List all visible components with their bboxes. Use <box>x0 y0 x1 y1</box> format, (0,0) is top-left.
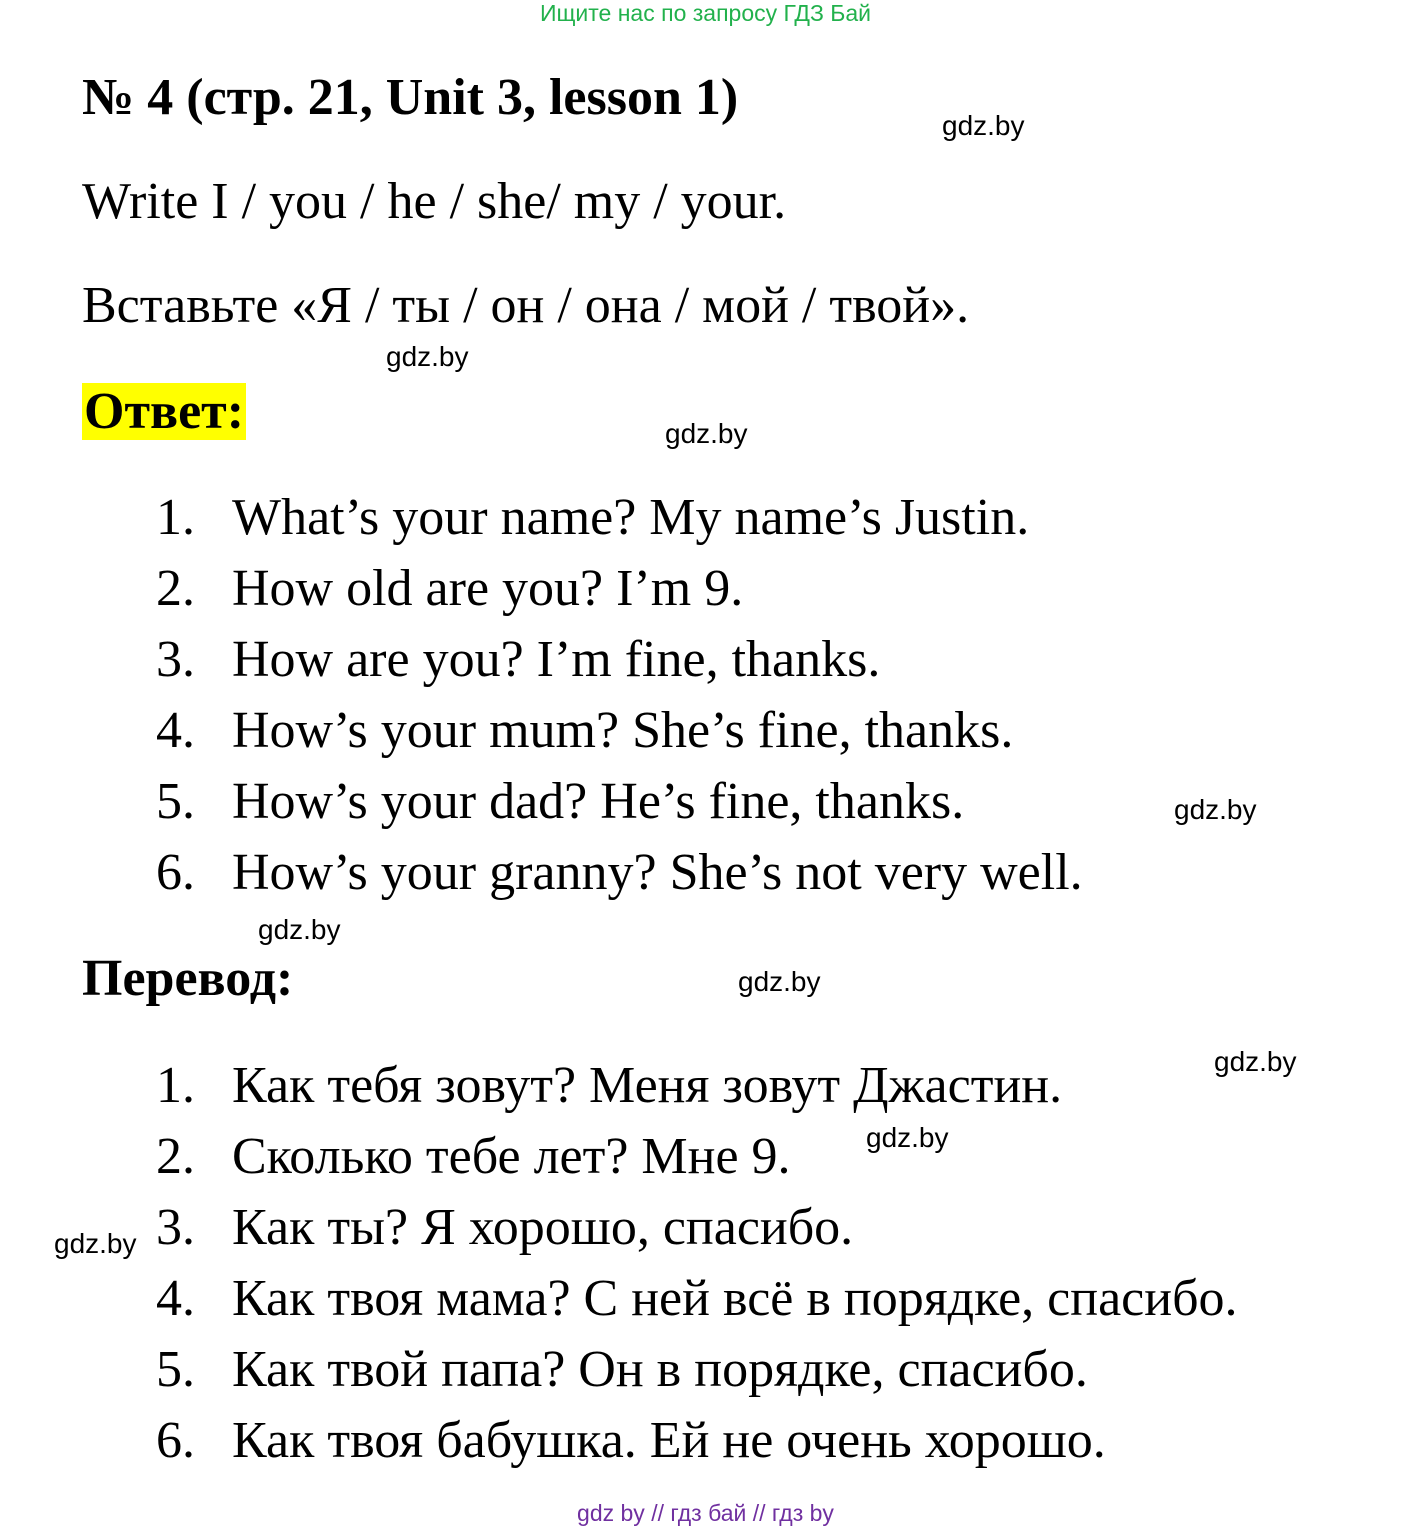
answer-heading-label: Ответ: <box>84 383 245 440</box>
item-number: 4. <box>156 1270 195 1327</box>
item-number: 5. <box>156 1341 195 1398</box>
list-item <box>156 837 1083 908</box>
item-text: Как тебя зовут? Меня зовут Джастин. <box>232 1057 1063 1114</box>
item-number: 1. <box>156 489 195 546</box>
item-text: Как ты? Я хорошо, спасибо. <box>232 1199 854 1256</box>
watermark: gdz.by <box>665 418 748 449</box>
item-text: Как твоя мама? С ней всё в порядке, спасибо. <box>232 1270 1238 1327</box>
list-item <box>156 1050 1238 1121</box>
item-text: Сколько тебе лет? Мне 9. <box>232 1128 791 1185</box>
item-number: 2. <box>156 1128 195 1185</box>
item-text: How’s your granny? She’s not very well. <box>232 844 1083 901</box>
watermark: gdz.by <box>738 966 821 997</box>
list-item <box>156 766 1083 837</box>
watermark: gdz.by <box>866 1122 949 1153</box>
item-number: 5. <box>156 773 195 830</box>
item-text: How’s your mum? She’s fine, thanks. <box>232 702 1014 759</box>
item-number: 6. <box>156 844 195 901</box>
watermark: gdz.by <box>258 914 341 945</box>
answer-heading <box>82 383 246 440</box>
watermark: gdz.by <box>54 1228 137 1259</box>
item-number: 4. <box>156 702 195 759</box>
list-item <box>156 1192 1238 1263</box>
list-item <box>156 1334 1238 1405</box>
footer-links[interactable]: gdz by // гдз бай // гдз by <box>577 1500 834 1526</box>
list-item <box>156 482 1083 553</box>
list-item <box>156 695 1083 766</box>
item-number: 3. <box>156 1199 195 1256</box>
item-text: How are you? I’m fine, thanks. <box>232 631 881 688</box>
watermark: gdz.by <box>386 341 469 372</box>
translations-list <box>156 1050 1238 1476</box>
item-text: Как твой папа? Он в порядке, спасибо. <box>232 1341 1088 1398</box>
item-number: 2. <box>156 560 195 617</box>
list-item <box>156 1121 1238 1192</box>
list-item <box>156 1263 1238 1334</box>
item-number: 6. <box>156 1412 195 1469</box>
answers-list <box>156 482 1083 908</box>
watermark: gdz.by <box>1174 794 1257 825</box>
list-item <box>156 624 1083 695</box>
translation-heading: Перевод: <box>82 950 294 1007</box>
page-title: № 4 (стр. 21, Unit 3, lesson 1) <box>82 69 739 126</box>
list-item <box>156 553 1083 624</box>
top-banner[interactable]: Ищите нас по запросу ГДЗ Бай <box>539 0 872 26</box>
item-text: What’s your name? My name’s Justin. <box>232 489 1030 546</box>
instruction-en: Write I / you / he / she/ my / your. <box>82 173 787 230</box>
item-number: 3. <box>156 631 195 688</box>
item-text: How old are you? I’m 9. <box>232 560 744 617</box>
list-item <box>156 1405 1238 1476</box>
watermark: gdz.by <box>942 110 1025 141</box>
item-number: 1. <box>156 1057 195 1114</box>
item-text: Как твоя бабушка. Ей не очень хорошо. <box>232 1412 1106 1469</box>
instruction-ru: Вставьте «Я / ты / он / она / мой / твой». <box>82 277 970 334</box>
watermark: gdz.by <box>1214 1046 1297 1077</box>
item-text: How’s your dad? He’s fine, thanks. <box>232 773 965 830</box>
